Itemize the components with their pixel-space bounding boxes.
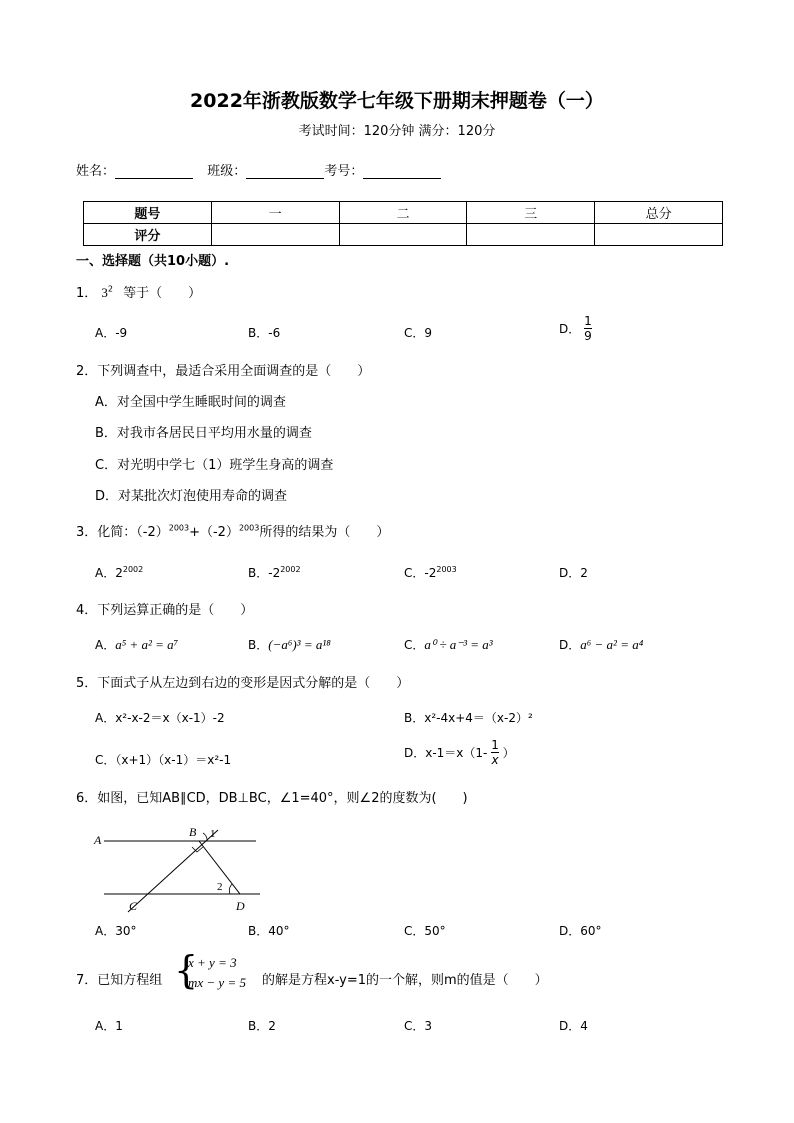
option-a[interactable]: A．1 [95, 1019, 123, 1033]
option-c[interactable] [404, 636, 493, 653]
option-d[interactable] [559, 314, 592, 343]
question-number: 1． [76, 286, 98, 301]
number-blank[interactable] [363, 164, 441, 179]
option-b[interactable] [248, 564, 301, 581]
section-title: 一、选择题（共10小题）. [76, 254, 230, 269]
question-3 [76, 521, 389, 540]
table-cell: 二 [339, 202, 467, 224]
option-a[interactable] [95, 564, 143, 581]
option-c[interactable]: C．3 [404, 1019, 433, 1033]
math-base: 3 [101, 285, 108, 300]
question-6: 6．如图，已知AB∥CD，DB⊥BC，∠1=40°，则∠2的度数为( ) [76, 791, 468, 806]
option-text: ） [502, 746, 515, 760]
label-a: A [94, 833, 102, 847]
option-text: D．x-1＝x（1- [404, 746, 488, 760]
option-text: A．2 [95, 566, 123, 580]
option-d[interactable] [404, 738, 515, 767]
question-text: +（-2） [189, 525, 239, 540]
label-c: C [129, 899, 138, 913]
brace-symbol: { [174, 948, 199, 992]
score-input-cell[interactable] [595, 224, 723, 246]
math-exponent: 2003 [436, 565, 457, 574]
fraction-numerator: 1 [584, 314, 592, 328]
option-c[interactable]: C．（x+1）（x-1）＝x²-1 [95, 753, 232, 767]
math-exponent: 2003 [238, 523, 260, 533]
math-exponent: 2 [107, 284, 114, 294]
score-input-cell[interactable] [467, 224, 595, 246]
student-info-line [76, 160, 441, 179]
fraction [491, 738, 499, 767]
score-table [83, 201, 723, 246]
class-blank[interactable] [246, 164, 324, 179]
table-row [84, 224, 723, 246]
fraction [584, 314, 592, 343]
label-b: B [189, 825, 197, 839]
question-text: 3．化简：（-2） [76, 525, 169, 540]
option-c[interactable]: C．50° [404, 924, 446, 938]
table-cell: 三 [467, 202, 595, 224]
fraction-denominator: x [491, 753, 499, 767]
equation-1: x + y = 3 [188, 955, 237, 970]
option-a[interactable]: A．x²-x-2＝x（x-1）-2 [95, 711, 225, 725]
table-cell: 题号 [84, 202, 212, 224]
question-5: 5．下面式子从左边到右边的变形是因式分解的是（ ） [76, 676, 410, 691]
option-a[interactable]: A．对全国中学生睡眠时间的调查 [95, 395, 286, 410]
option-d[interactable]: D．60° [559, 924, 602, 938]
geometry-figure [90, 820, 270, 915]
option-a[interactable] [95, 636, 178, 653]
class-label: 班级： [207, 164, 247, 179]
score-input-cell[interactable] [339, 224, 467, 246]
option-label: D． [559, 638, 581, 652]
option-b[interactable] [248, 636, 331, 653]
right-angle-mark [192, 847, 203, 852]
name-blank[interactable] [115, 164, 193, 179]
math-expression: (−a⁶)³ = a¹⁸ [268, 637, 331, 652]
question-text: 所得的结果为（ ） [259, 525, 390, 540]
line-bc [128, 830, 218, 912]
math-expression: a⁰ ÷ a⁻³ = a³ [424, 637, 493, 652]
option-b[interactable]: B．x²-4x+4＝（x-2）² [404, 711, 533, 725]
option-b[interactable]: B．2 [248, 1019, 276, 1033]
option-label: A． [95, 638, 116, 652]
label-angle-1: 1 [210, 828, 216, 840]
math-expression: a⁵ + a² = a⁷ [115, 637, 179, 652]
math-exponent: 2003 [168, 523, 190, 533]
name-label: 姓名： [76, 164, 116, 179]
equation-2: mx − y = 5 [188, 975, 246, 990]
math-exponent: 2002 [280, 565, 301, 574]
question-7-text: 的解是方程x-y=1的一个解，则m的值是（ ） [262, 973, 548, 988]
table-cell: 一 [211, 202, 339, 224]
option-d[interactable]: D．对某批次灯泡使用寿命的调查 [95, 489, 288, 504]
option-label: B． [248, 638, 269, 652]
option-label: C． [404, 638, 425, 652]
question-text: 等于（ ） [123, 286, 202, 301]
number-label: 考号： [324, 164, 364, 179]
fraction-denominator: 9 [584, 329, 592, 343]
label-angle-2: 2 [217, 881, 223, 893]
exam-info: 考试时间：120分钟 满分：120分 [298, 124, 496, 139]
option-d[interactable] [559, 636, 643, 653]
option-a[interactable]: A．30° [95, 924, 137, 938]
option-d[interactable]: D．2 [559, 566, 588, 580]
option-text: C．-2 [404, 566, 437, 580]
page-title: 2022年浙教版数学七年级下册期末押题卷（一） [190, 90, 604, 112]
option-b[interactable]: B．-6 [248, 326, 281, 340]
question-4: 4．下列运算正确的是（ ） [76, 603, 254, 618]
question-7-lead: 7．已知方程组 [76, 973, 163, 988]
table-cell: 评分 [84, 224, 212, 246]
table-cell: 总分 [595, 202, 723, 224]
option-c[interactable]: C．对光明中学七（1）班学生身高的调查 [95, 458, 334, 473]
fraction-numerator: 1 [491, 738, 499, 752]
option-label: D． [559, 322, 581, 336]
option-text: B．-2 [248, 566, 281, 580]
option-a[interactable]: A．-9 [95, 326, 128, 340]
score-input-cell[interactable] [211, 224, 339, 246]
option-c[interactable]: C．9 [404, 326, 433, 340]
question-1 [76, 282, 201, 301]
angle-1-arc [203, 833, 207, 841]
label-d: D [236, 899, 245, 913]
option-b[interactable]: B．对我市各居民日平均用水量的调查 [95, 426, 312, 441]
option-c[interactable] [404, 564, 457, 581]
math-expression: a⁶ − a² = a⁴ [580, 637, 644, 652]
table-row [84, 202, 723, 224]
option-d[interactable]: D．4 [559, 1019, 588, 1033]
option-b[interactable]: B．40° [248, 924, 290, 938]
angle-2-arc [229, 884, 232, 894]
math-exponent: 2002 [122, 565, 144, 574]
question-2: 2．下列调查中，最适合采用全面调查的是（ ） [76, 364, 371, 379]
